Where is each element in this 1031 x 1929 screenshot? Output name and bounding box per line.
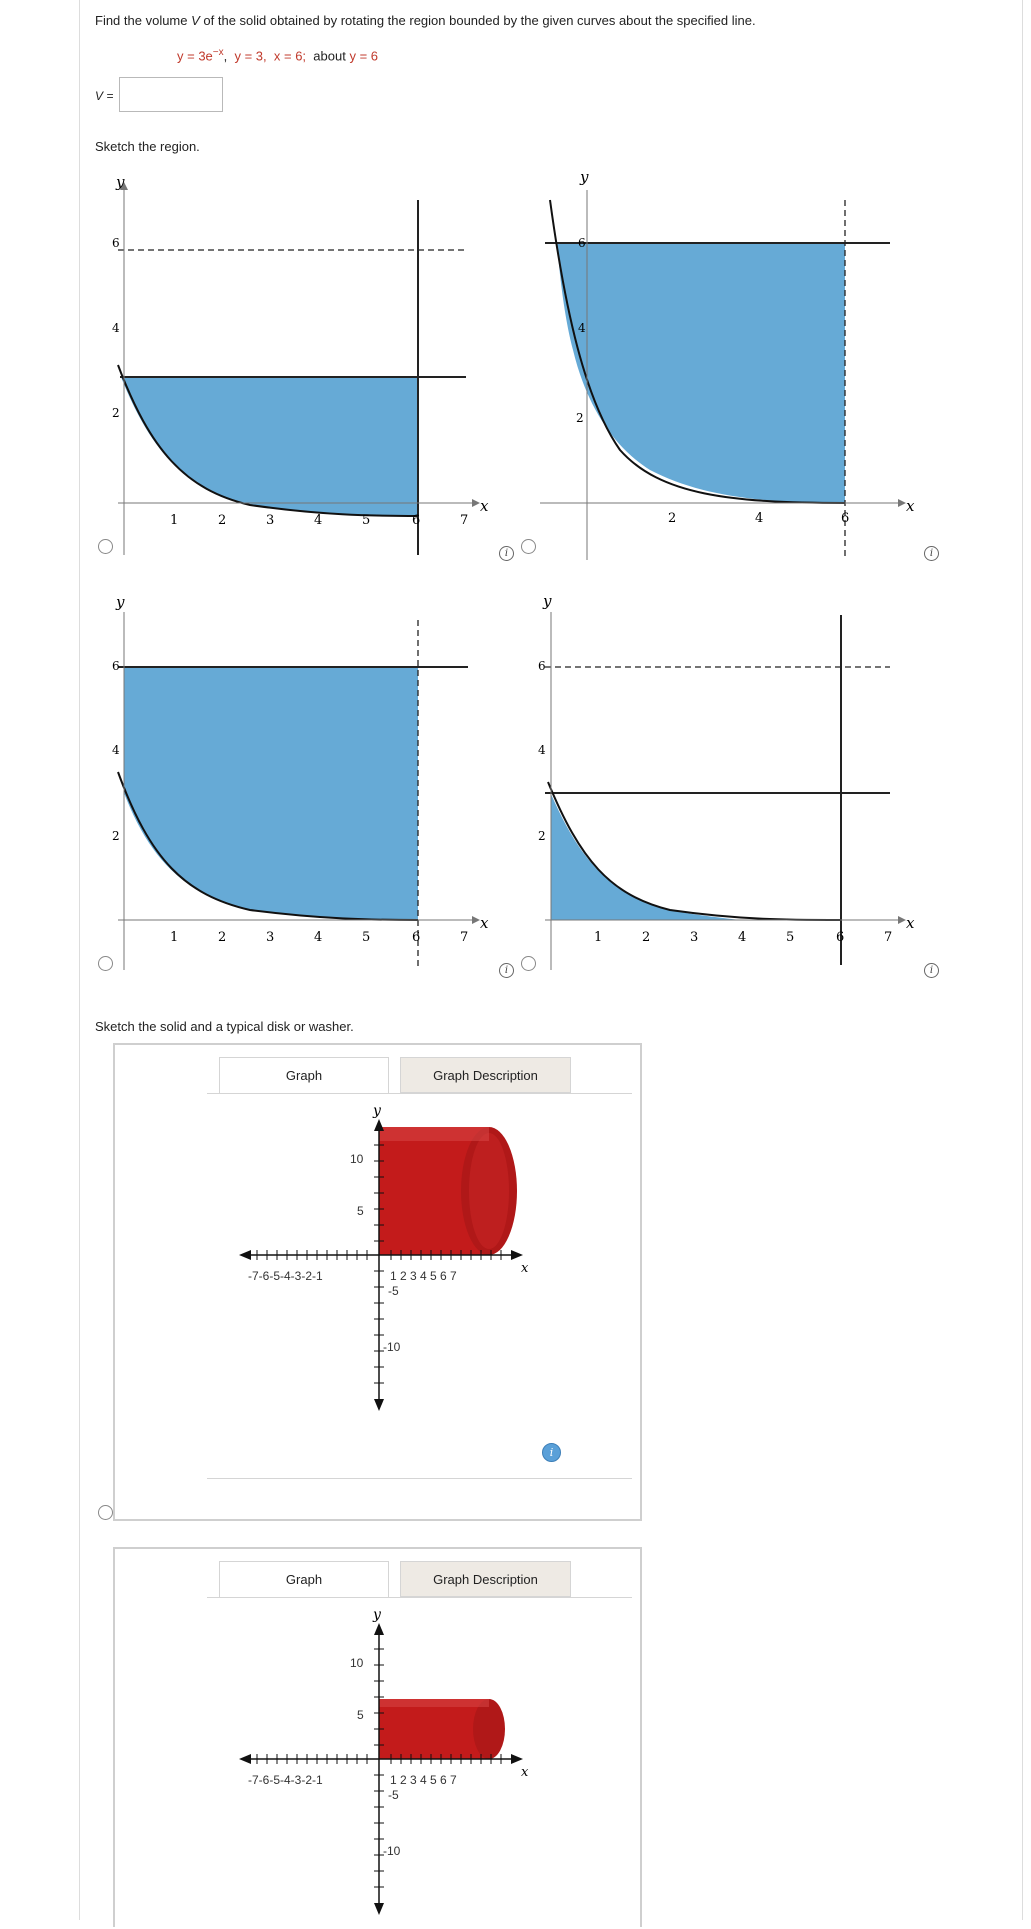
question-prefix: Find the volume [95,13,192,28]
g3-xtick-6: 6 [412,930,421,945]
region-2-fill [557,243,845,503]
curve-y3: y = 3, [234,48,267,64]
g1-xtick-1: 1 [170,513,179,528]
solid1-ytick-5: 5 [357,1204,364,1218]
g1-x-label: x [480,497,489,515]
g3-ytick-4: 4 [112,743,120,757]
g3-xtick-4: 4 [314,930,323,945]
info-icon[interactable]: i [499,546,514,561]
solid1-xticks-pos: 1 2 3 4 5 6 7 [390,1269,457,1283]
solid-graph-panel-1 [113,1043,642,1521]
solid2-ytick-10: 10 [350,1656,364,1670]
answer-label: V = [95,89,114,103]
g4-xtick-1: 1 [594,930,603,945]
region-graph-3 [112,593,489,970]
region-graph-2 [540,168,915,560]
region-graph-4 [538,592,915,970]
g3-xtick-2: 2 [218,930,227,945]
option-radio-3[interactable] [98,956,113,971]
g3-ytick-2: 2 [112,829,120,843]
info-icon[interactable]: i [924,963,939,978]
solid-graph-panel-2 [113,1547,642,1927]
solid-graph-1 [115,1105,640,1425]
g4-ytick-4: 4 [538,743,546,757]
g4-ytick-6: 6 [538,659,546,673]
g1-ytick-4: 4 [112,321,120,335]
region-graphs [0,160,1031,990]
g1-xtick-2: 2 [218,513,227,528]
curves-equation [177,47,378,63]
solid1-ytick-m5: -5 [388,1284,399,1298]
g3-xtick-7: 7 [460,930,469,945]
info-icon[interactable]: i [542,1443,561,1462]
curve-sep: , [223,48,228,64]
g1-xtick-6: 6 [412,513,421,528]
solid2-ytick-m10: -10 [383,1844,401,1858]
solid1-y-label: y [373,1105,381,1119]
tab-graph-description[interactable]: Graph Description [400,1561,571,1597]
g4-xtick-7: 7 [884,930,893,945]
option-radio-1[interactable] [98,539,113,554]
g4-xtick-2: 2 [642,930,651,945]
g2-ytick-4: 4 [578,321,586,335]
solid2-x-label: x [521,1765,529,1780]
g3-xtick-3: 3 [266,930,275,945]
curve-x6: x = 6; [273,48,307,64]
g4-xtick-3: 3 [690,930,699,945]
question-text [95,13,756,28]
tab-graph[interactable]: Graph [219,1561,389,1597]
option-radio-5[interactable] [98,1505,113,1520]
g1-xtick-5: 5 [362,513,371,528]
question-suffix: of the solid obtained by rotating the region bounded by the given curves about the specified line. [199,13,756,28]
g2-xtick-6: 6 [841,511,850,526]
solid2-y-label: y [373,1609,381,1623]
g3-xtick-1: 1 [170,930,179,945]
g2-x-label: x [906,497,915,515]
option-radio-4[interactable] [521,956,536,971]
g4-x-label: x [906,914,915,932]
g2-ytick-6: 6 [578,236,586,250]
sketch-solid-title: Sketch the solid and a typical disk or washer. [95,1019,354,1034]
info-icon[interactable]: i [924,546,939,561]
g3-y-label: y [116,593,125,611]
sketch-region-title: Sketch the region. [95,139,200,154]
info-icon[interactable]: i [499,963,514,978]
g3-ytick-6: 6 [112,659,120,673]
curve-exponent: −x [212,47,224,58]
g2-xtick-4: 4 [755,511,764,526]
g3-x-label: x [480,914,489,932]
g1-ytick-2: 2 [112,406,120,420]
question-var: V [191,13,200,28]
solid1-xticks-neg: -7-6-5-4-3-2-1 [248,1269,323,1283]
g1-xtick-7: 7 [460,513,469,528]
g4-y-label: y [543,592,552,610]
g3-xtick-5: 5 [362,930,371,945]
about-line: about y = 6 [313,48,378,64]
g1-y-label: y [116,173,125,191]
solid-graph-2 [115,1609,640,1929]
region-1-fill [121,377,418,516]
solid1-ytick-m10: -10 [383,1340,401,1354]
solid2-xticks-neg: -7-6-5-4-3-2-1 [248,1773,323,1787]
curve-exp-base: y = 3e [177,48,213,64]
solid2-xticks-pos: 1 2 3 4 5 6 7 [390,1773,457,1787]
g4-xtick-5: 5 [786,930,795,945]
tab-graph[interactable]: Graph [219,1057,389,1093]
g4-xtick-4: 4 [738,930,747,945]
solid2-ytick-m5: -5 [388,1788,399,1802]
region-graph-1 [112,173,489,555]
g2-xtick-2: 2 [668,511,677,526]
region-3-fill [124,667,418,920]
solid2-ytick-5: 5 [357,1708,364,1722]
g4-ytick-2: 2 [538,829,546,843]
solid1-ytick-10: 10 [350,1152,364,1166]
g1-xtick-3: 3 [266,513,275,528]
option-radio-2[interactable] [521,539,536,554]
g2-y-label: y [580,168,589,186]
solid1-x-label: x [521,1261,529,1276]
g2-ytick-2: 2 [576,411,584,425]
tab-graph-description[interactable]: Graph Description [400,1057,571,1093]
g4-xtick-6: 6 [836,930,845,945]
volume-answer-input[interactable] [119,77,223,112]
g1-ytick-6: 6 [112,236,120,250]
g1-xtick-4: 4 [314,513,323,528]
